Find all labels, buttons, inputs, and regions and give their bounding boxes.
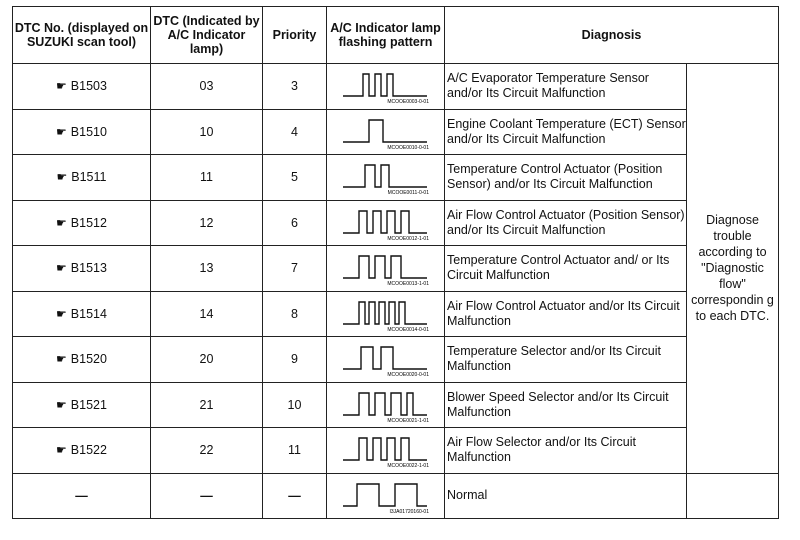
dtc-cell <box>13 155 151 201</box>
priority-cell: 9 <box>263 337 327 383</box>
dtc-table <box>12 6 779 519</box>
pointing-hand-icon[interactable]: ☛ <box>56 124 67 139</box>
priority-cell: 5 <box>263 155 327 201</box>
lamp-code-cell: — <box>151 473 263 519</box>
pulse-waveform <box>343 438 427 460</box>
pointing-hand-icon[interactable]: ☛ <box>56 215 67 230</box>
diagnosis-cell: Temperature Selector and/or Its Circuit Malfunction <box>445 337 687 383</box>
pointing-hand-icon[interactable]: ☛ <box>56 397 67 412</box>
pulse-waveform <box>343 256 427 278</box>
table-row <box>13 246 779 292</box>
priority-cell: 11 <box>263 428 327 474</box>
flashing-pattern-cell <box>327 200 445 246</box>
pulse-waveform <box>343 302 427 324</box>
lamp-code-cell: 10 <box>151 109 263 155</box>
priority-cell: 3 <box>263 64 327 110</box>
pattern-label: MCOOE0011-0-01 <box>387 190 429 197</box>
flashing-pattern-cell <box>327 473 445 519</box>
pulse-waveform <box>343 393 427 415</box>
empty-cell <box>687 473 779 519</box>
dtc-code-link[interactable]: B1514 <box>70 306 107 321</box>
flashing-pattern-diagram <box>341 203 431 243</box>
lamp-code-cell: 11 <box>151 155 263 201</box>
table-row <box>13 428 779 474</box>
pulse-waveform <box>343 484 427 506</box>
dtc-code-link[interactable]: B1521 <box>70 397 107 412</box>
dtc-code-link[interactable]: B1503 <box>70 79 107 94</box>
header-priority: Priority <box>263 7 327 64</box>
flashing-pattern-diagram <box>341 157 431 197</box>
pulse-waveform <box>343 211 427 233</box>
flashing-pattern-diagram <box>341 248 431 288</box>
dtc-cell <box>13 428 151 474</box>
flashing-pattern-cell <box>327 382 445 428</box>
diagnosis-cell: Engine Coolant Temperature (ECT) Sensor and/or Its Circuit Malfunction <box>445 109 687 155</box>
dtc-cell <box>13 337 151 383</box>
pattern-label: MCOOE0010-0-01 <box>386 144 429 151</box>
pointing-hand-icon[interactable]: ☛ <box>56 443 67 458</box>
priority-cell: — <box>263 473 327 519</box>
diagnosis-cell: Air Flow Control Actuator and/or Its Circuit Malfunction <box>445 291 687 337</box>
lamp-code-cell: 20 <box>151 337 263 383</box>
dtc-code-link[interactable]: B1510 <box>70 124 107 139</box>
dtc-cell <box>13 109 151 155</box>
dtc-cell <box>13 246 151 292</box>
flashing-pattern-cell <box>327 109 445 155</box>
pattern-label: I3JA01720160-01 <box>389 508 429 515</box>
dtc-code-link[interactable]: B1520 <box>70 352 107 367</box>
diagnosis-cell: Air Flow Control Actuator (Position Sensor) and/or Its Circuit Malfunction <box>445 200 687 246</box>
table-row <box>13 473 779 519</box>
flashing-pattern-diagram <box>341 112 431 152</box>
dtc-code-link[interactable]: B1513 <box>70 261 107 276</box>
pointing-hand-icon[interactable]: ☛ <box>56 79 67 94</box>
lamp-code-cell: 21 <box>151 382 263 428</box>
table-row <box>13 155 779 201</box>
dtc-cell <box>13 473 151 519</box>
pointing-hand-icon[interactable]: ☛ <box>56 170 68 185</box>
flashing-pattern-cell <box>327 246 445 292</box>
priority-cell: 6 <box>263 200 327 246</box>
dtc-code-link[interactable]: B1522 <box>70 443 107 458</box>
flashing-pattern-cell <box>327 291 445 337</box>
pointing-hand-icon[interactable]: ☛ <box>56 352 67 367</box>
table-row <box>13 109 779 155</box>
diagnose-note: Diagnose trouble according to "Diagnostic flow" correspondin g to each DTC. <box>687 64 779 474</box>
pattern-label: MCOOE0022-1-01 <box>386 463 429 470</box>
dtc-code-link[interactable]: B1511 <box>71 170 107 185</box>
table-row <box>13 337 779 383</box>
diagnosis-cell: A/C Evaporator Temperature Sensor and/or Its Circuit Malfunction <box>445 64 687 110</box>
lamp-code-cell: 22 <box>151 428 263 474</box>
dtc-cell <box>13 382 151 428</box>
pattern-label: MCOOE0013-1-01 <box>386 281 429 288</box>
diagnosis-cell: Temperature Control Actuator (Position Sensor) and/or Its Circuit Malfunction <box>445 155 687 201</box>
dtc-code-link[interactable]: B1512 <box>70 215 107 230</box>
flashing-pattern-cell <box>327 64 445 110</box>
diagnosis-cell: Normal <box>445 473 687 519</box>
lamp-code-cell: 14 <box>151 291 263 337</box>
pulse-waveform <box>343 120 427 142</box>
table-row <box>13 291 779 337</box>
pointing-hand-icon[interactable]: ☛ <box>56 306 67 321</box>
header-pattern: A/C Indicator lamp flashing pattern <box>327 7 445 64</box>
pulse-waveform <box>343 165 427 187</box>
dtc-cell <box>13 291 151 337</box>
priority-cell: 8 <box>263 291 327 337</box>
table-row <box>13 200 779 246</box>
flashing-pattern-cell <box>327 428 445 474</box>
pointing-hand-icon[interactable]: ☛ <box>56 261 67 276</box>
header-row <box>13 7 779 64</box>
pattern-label: MCOOE0012-1-01 <box>386 235 429 242</box>
priority-cell: 4 <box>263 109 327 155</box>
table-row <box>13 382 779 428</box>
pulse-waveform <box>343 347 427 369</box>
dtc-cell <box>13 64 151 110</box>
diagnosis-cell: Blower Speed Selector and/or Its Circuit Malfunction <box>445 382 687 428</box>
diagnosis-cell: Air Flow Selector and/or Its Circuit Malfunction <box>445 428 687 474</box>
header-dtc-lamp: DTC (Indicated by A/C Indicator lamp) <box>151 7 263 64</box>
flashing-pattern-cell <box>327 155 445 201</box>
header-dtc-no: DTC No. (displayed on SUZUKI scan tool) <box>13 7 151 64</box>
flashing-pattern-diagram <box>341 66 431 106</box>
flashing-pattern-diagram <box>341 385 431 425</box>
pattern-label: MCOOE0003-0-01 <box>386 99 429 106</box>
pattern-label: MCOOE0020-0-01 <box>386 372 429 379</box>
dtc-code-link: — <box>75 488 88 503</box>
priority-cell: 7 <box>263 246 327 292</box>
flashing-pattern-diagram <box>341 339 431 379</box>
pulse-waveform <box>343 74 427 96</box>
flashing-pattern-diagram <box>341 294 431 334</box>
dtc-cell <box>13 200 151 246</box>
diagnosis-cell: Temperature Control Actuator and/ or Its Circuit Malfunction <box>445 246 687 292</box>
header-diagnosis: Diagnosis <box>445 7 779 64</box>
priority-cell: 10 <box>263 382 327 428</box>
flashing-pattern-diagram <box>341 430 431 470</box>
flashing-pattern-cell <box>327 337 445 383</box>
lamp-code-cell: 03 <box>151 64 263 110</box>
table-row <box>13 64 779 110</box>
pattern-label: MCOOE0021-1-01 <box>386 417 429 424</box>
lamp-code-cell: 13 <box>151 246 263 292</box>
flashing-pattern-diagram <box>341 476 431 516</box>
lamp-code-cell: 12 <box>151 200 263 246</box>
pattern-label: MCOOE0014-0-01 <box>386 326 429 333</box>
